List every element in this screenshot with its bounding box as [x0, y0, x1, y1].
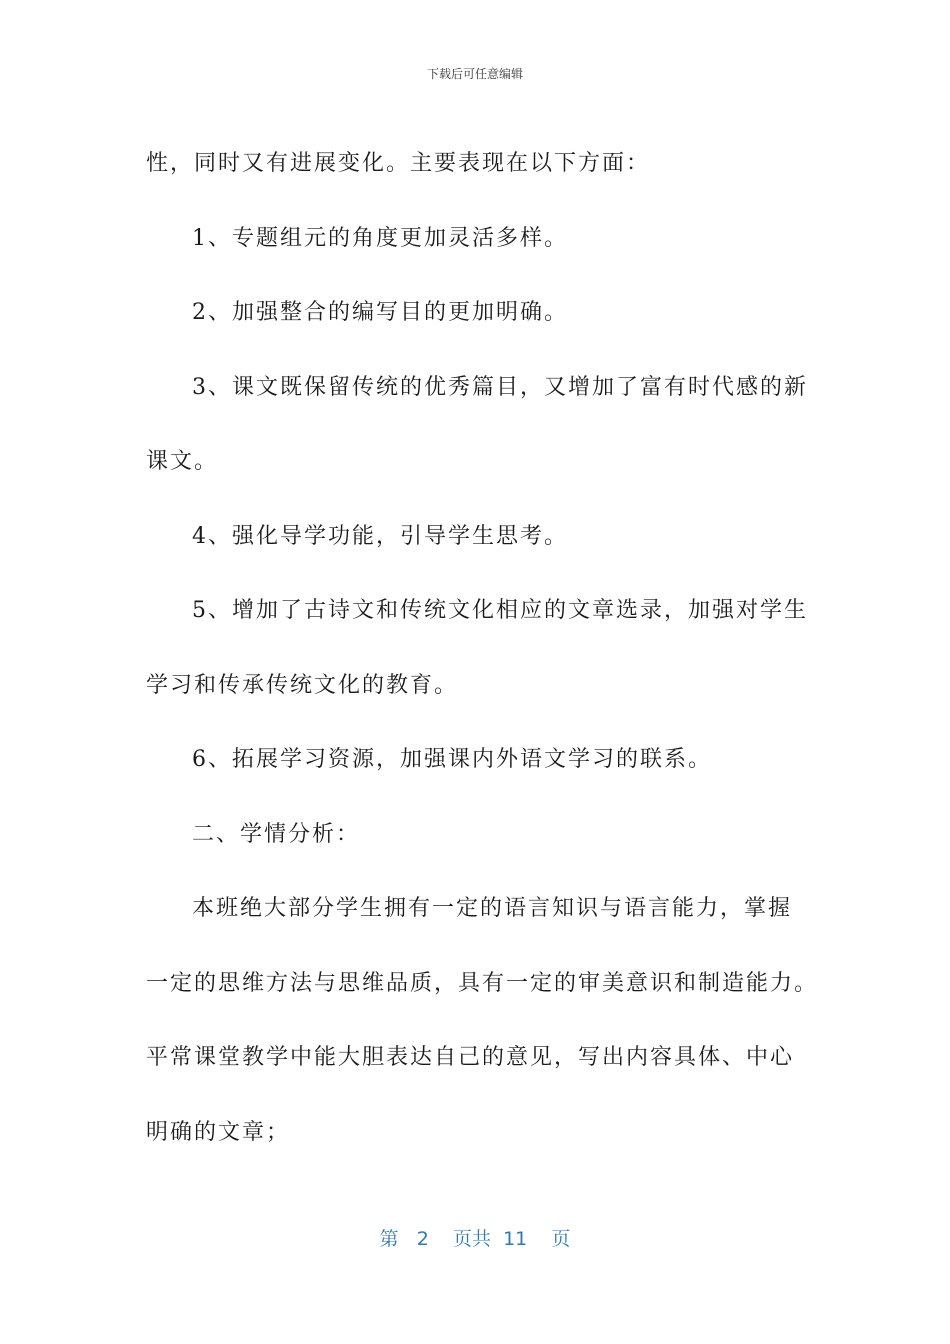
paragraph-line: 2、加强整合的编写目的更加明确。 [192, 300, 568, 325]
paragraph-line: 6、拓展学习资源，加强课内外语文学习的联系。 [192, 747, 712, 772]
footer-suffix: 页 [551, 1228, 571, 1250]
paragraph-line: 学习和传承传统文化的教育。 [146, 672, 459, 698]
section-heading: 二、学情分析： [192, 821, 361, 847]
header-note: 下载后可任意编辑 [426, 67, 523, 81]
paragraph-line: 一定的思维方法与思维品质，具有一定的审美意识和制造能力。 [146, 970, 819, 996]
paragraph-line: 1、专题组元的角度更加灵活多样。 [192, 225, 568, 251]
page-footer [0, 1226, 950, 1252]
paragraph-line: 本班绝大部分学生拥有一定的语言知识与语言能力，掌握 [192, 896, 793, 921]
paragraph-line: 5、增加了古诗文和传统文化相应的文章选录，加强对学生 [192, 598, 808, 623]
paragraph-line: 明确的文章； [146, 1119, 291, 1145]
paragraph-line: 4、强化导学功能，引导学生思考。 [192, 523, 568, 549]
paragraph-line: 平常课堂教学中能大胆表达自己的意见，写出内容具体、中心 [146, 1045, 795, 1070]
footer-middle: 页共 [452, 1228, 491, 1250]
paragraph-line: 3、课文既保留传统的优秀篇目，又增加了富有时代感的新 [192, 374, 808, 400]
body-text [146, 127, 819, 1170]
current-page-number: 2 [416, 1228, 429, 1250]
footer-prefix: 第 [379, 1228, 399, 1250]
paragraph-line: 性，同时又有进展变化。主要表现在以下方面： [146, 151, 651, 176]
paragraph-line: 课文。 [146, 449, 219, 474]
total-pages-number: 11 [503, 1228, 528, 1250]
